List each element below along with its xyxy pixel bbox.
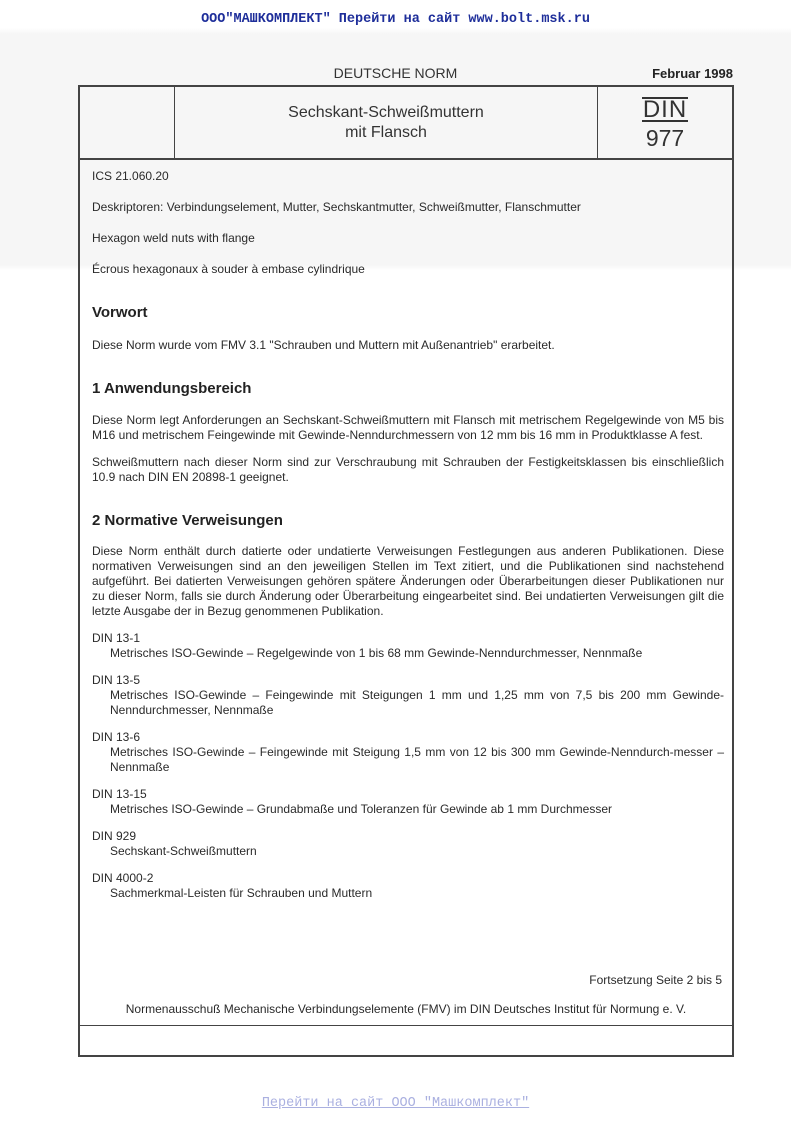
reference-item [92,829,724,859]
reference-description: Sachmerkmal-Leisten für Schrauben und Muttern [110,886,373,900]
section-1-paragraph-1: Diese Norm legt Anforderungen an Sechskant-Schweißmuttern mit Flansch mit metrischem Regelgewinde von M5 bis M16 und metrischem Feingewinde mit Gewinde-Nenndurchmessern von 12 mm bis 16 mm in Produktklasse A fest. [92,413,724,442]
reference-item [92,631,724,661]
reference-description: Metrisches ISO-Gewinde – Feingewinde mit Steigungen 1 mm und 1,25 mm von 7,5 bis 200 mm Gewinde-Nenndurchmesser, Nennmaße [110,688,724,717]
reference-item [92,871,724,901]
reference-item [92,673,724,718]
footer-divider [80,1025,732,1026]
reference-code: DIN 13-1 [92,631,141,645]
reference-description: Metrisches ISO-Gewinde – Regelgewinde von 1 bis 68 mm Gewinde-Nenndurchmesser, Nennmaße [110,646,643,660]
top-site-link[interactable]: ООО"МАШКОМПЛЕКТ" Перейти на сайт www.bolt.msk.ru [201,12,590,27]
reference-description: Metrisches ISO-Gewinde – Feingewinde mit Steigung 1,5 mm von 12 bis 300 mm Gewinde-Nenndurch-messer – Nennmaße [110,745,724,774]
reference-code: DIN 13-6 [92,730,141,744]
section-1-paragraph-2: Schweißmuttern nach dieser Norm sind zur Verschraubung mit Schrauben der Festigkeitsklassen bis einschließlich 10.9 nach DIN EN 20898-1 geeignet. [92,455,724,484]
title-line-1: Sechskant-Schweißmuttern [288,103,484,121]
reference-description: Sechskant-Schweißmuttern [110,844,257,858]
section-2-intro: Diese Norm enthält durch datierte oder undatierte Verweisungen Festlegungen aus anderen Publikationen. Diese normativen Verweisungen sind an den jeweiligen Stellen im Text zitiert, und die Publikationen sind nachstehend aufgeführt. Bei datierten Verweisungen gehören spätere Änderungen oder Überarbeitungen dieser Publikationen nur zu dieser Norm, falls sie durch Änderung oder Überarbeitung eingearbeitet sind. Bei undatierten Verweisungen gilt die letzte Ausgabe der in Bezug genommenen Publikation. [92,544,724,618]
reference-code: DIN 13-15 [92,787,147,801]
title-block [80,87,732,160]
din-number: 977 [645,125,685,151]
publisher-footer: Normenausschuß Mechanische Verbindungselemente (FMV) im DIN Deutsches Institut für Normung e. V. [125,1002,687,1016]
document-body [92,169,724,901]
ics-code: ICS 21.060.20 [92,169,169,183]
descriptors: Deskriptoren: Verbindungselement, Mutter, Sechskantmutter, Schweißmutter, Flanschmutter [92,200,581,214]
publication-date: Februar 1998 [652,66,733,81]
din-logo: DIN [642,96,688,123]
reference-description: Metrisches ISO-Gewinde – Grundabmaße und Toleranzen für Gewinde ab 1 mm Durchmesser [110,802,613,816]
document-title [175,87,598,158]
continuation-note: Fortsetzung Seite 2 bis 5 [589,973,722,987]
title-block-empty-cell [80,87,175,158]
reference-code: DIN 929 [92,829,137,843]
title-line-2: mit Flansch [345,123,427,141]
french-title: Écrous hexagonaux à souder à embase cylindrique [92,262,365,276]
reference-item [92,730,724,775]
reference-code: DIN 4000-2 [92,871,154,885]
reference-code: DIN 13-5 [92,673,141,687]
reference-item [92,787,724,817]
bottom-site-link[interactable]: Перейти на сайт ООО "Машкомплект" [261,1096,530,1111]
document-frame [78,85,734,1057]
norm-label: DEUTSCHE NORM [333,65,458,81]
section-1-heading: 1 Anwendungsbereich [92,380,252,397]
section-2-heading: 2 Normative Verweisungen [92,512,283,529]
foreword-heading: Vorwort [92,304,148,321]
foreword-text: Diese Norm wurde vom FMV 3.1 "Schrauben und Muttern mit Außenantrieb" erarbeitet. [92,338,555,352]
english-title: Hexagon weld nuts with flange [92,231,255,245]
din-number-cell [598,87,732,158]
